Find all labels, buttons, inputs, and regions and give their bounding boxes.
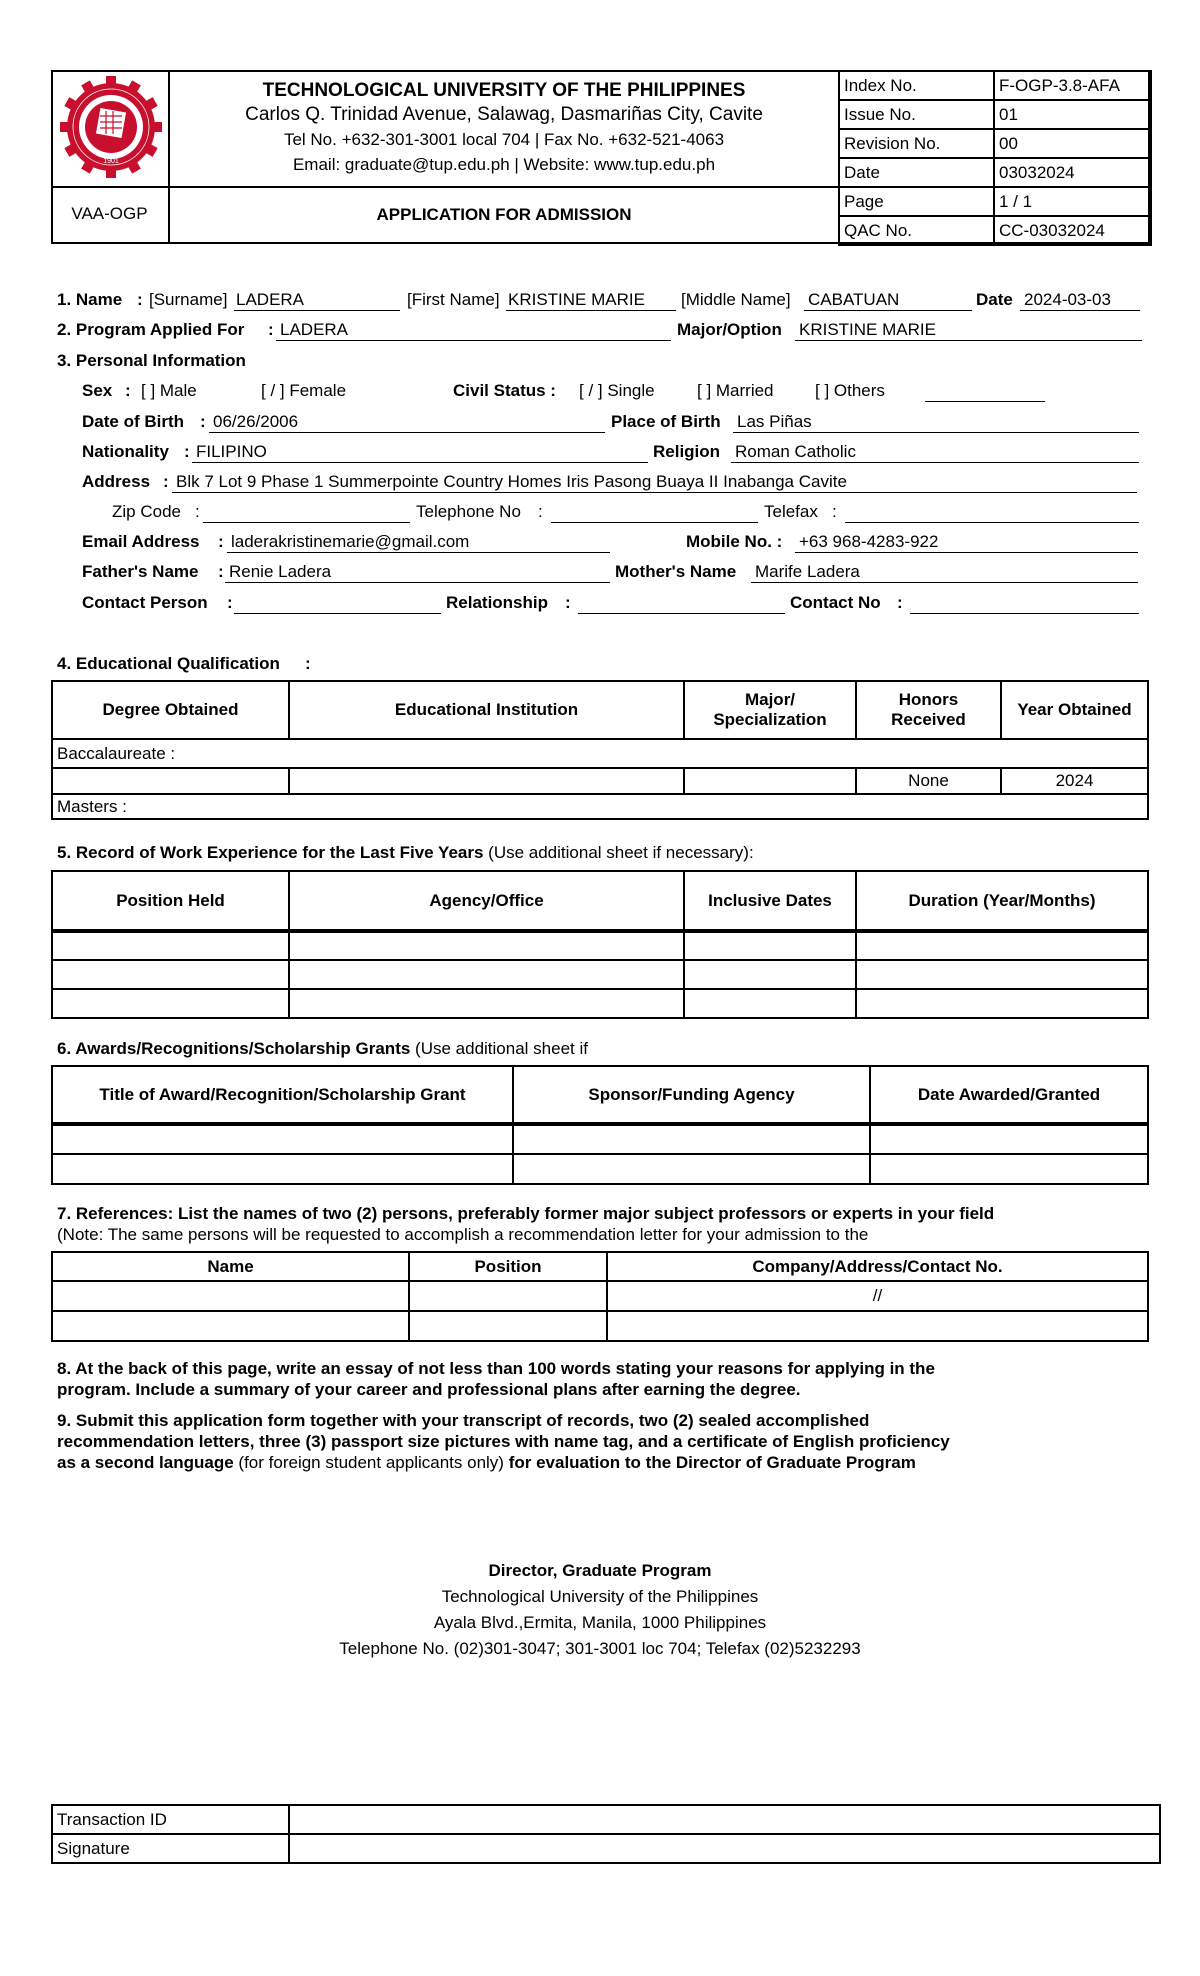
cell[interactable] (289, 989, 684, 1018)
father-label: Father's Name (82, 562, 199, 581)
nationality-field[interactable]: FILIPINO (192, 441, 648, 463)
pob-field[interactable]: Las Piñas (733, 411, 1139, 433)
col-header: Duration (Year/Months) (856, 871, 1148, 931)
email-label: Email Address (82, 532, 200, 551)
cell[interactable] (684, 960, 856, 989)
meta-value: CC-03032024 (994, 216, 1151, 245)
office-code: VAA-OGP (71, 204, 148, 223)
cell[interactable] (52, 1311, 409, 1341)
colon: : (137, 290, 143, 309)
surname-field[interactable]: LADERA (234, 289, 400, 311)
work-experience-heading (57, 842, 754, 864)
awards-heading (57, 1038, 588, 1060)
references-table (51, 1251, 1149, 1342)
mother-label: Mother's Name (615, 562, 737, 581)
major-option-field[interactable]: KRISTINE MARIE (795, 319, 1142, 341)
religion-label: Religion (653, 442, 721, 461)
cell[interactable] (684, 931, 856, 960)
name-label: 1. Name (57, 290, 123, 309)
personal-info-label: 3. Personal Information (57, 351, 246, 370)
colon: : (227, 593, 233, 612)
cell[interactable] (684, 989, 856, 1018)
contact-person-label: Contact Person (82, 593, 208, 612)
meta-label: Index No. (839, 71, 994, 100)
program-label: 2. Program Applied For (57, 320, 245, 339)
cell[interactable] (856, 989, 1148, 1018)
cell-major[interactable] (684, 768, 856, 794)
director-org: Technological University of the Philippines (441, 1587, 759, 1606)
education-label: 4. Educational Qualification (57, 654, 280, 673)
address-field[interactable]: Blk 7 Lot 9 Phase 1 Summerpointe Country Homes Iris Pasong Buaya II Inabanga Cavite (172, 471, 1137, 493)
cell[interactable] (52, 1124, 513, 1154)
telephone-field[interactable] (551, 501, 758, 523)
cell[interactable] (513, 1154, 870, 1184)
colon: : (268, 320, 274, 339)
university-address: Carlos Q. Trinidad Avenue, Salawag, Dasmariñas City, Cavite (245, 104, 763, 125)
pob-label: Place of Birth (611, 412, 721, 431)
email-field[interactable]: laderakristinemarie@gmail.com (227, 531, 610, 553)
references-note: (Note: The same persons will be requested to accomplish a recommendation letter for your admission to the (57, 1225, 869, 1244)
cell-degree[interactable] (52, 768, 289, 794)
awards-table (51, 1065, 1149, 1185)
essay-instruction-2: program. Include a summary of your career and professional plans after earning the degree. (57, 1380, 801, 1399)
col-header: Sponsor/Funding Agency (513, 1066, 870, 1124)
table-row (52, 1154, 1148, 1184)
colon: : (163, 472, 169, 491)
telefax-field[interactable] (845, 501, 1139, 523)
mobile-label: Mobile No. : (686, 532, 783, 551)
director-address: Ayala Blvd.,Ermita, Manila, 1000 Philippines (433, 1613, 767, 1632)
work-experience-table (51, 870, 1149, 1019)
nationality-label: Nationality (82, 442, 169, 461)
civil-married-checkbox[interactable]: [ ] Married (697, 381, 774, 400)
major-option-label: Major/Option (677, 320, 782, 339)
table-row (52, 1281, 1148, 1311)
telefax-label: Telefax (764, 502, 818, 521)
meta-label: Date (839, 158, 994, 187)
telephone-label: Telephone No (416, 502, 521, 521)
dob-label: Date of Birth (82, 412, 184, 431)
relationship-field[interactable] (578, 592, 785, 614)
form-title: APPLICATION FOR ADMISSION (376, 205, 632, 224)
colon: : (565, 593, 571, 612)
cell[interactable] (289, 931, 684, 960)
colon: : (218, 562, 224, 581)
colon: : (305, 654, 311, 673)
director-phone: Telephone No. (02)301-3047; 301-3001 loc 704; Telefax (02)5232293 (339, 1639, 861, 1658)
table-row (52, 1311, 1148, 1341)
col-header: Inclusive Dates (684, 871, 856, 931)
religion-field[interactable]: Roman Catholic (731, 441, 1139, 463)
university-name: TECHNOLOGICAL UNIVERSITY OF THE PHILIPPINES (262, 80, 746, 101)
table-row (52, 989, 1148, 1018)
cell-company[interactable]: // (607, 1281, 1148, 1311)
contact-person-field[interactable] (234, 592, 441, 614)
submit-instruction-3a: as a second language (57, 1453, 234, 1472)
colon: : (184, 442, 190, 461)
colon: : (195, 502, 200, 521)
document-meta-table (838, 70, 1152, 246)
date-field[interactable]: 2024-03-03 (1020, 289, 1140, 311)
surname-label: [Surname] (149, 290, 228, 309)
cell[interactable] (870, 1124, 1148, 1154)
date-label: Date (976, 290, 1013, 309)
col-header: Agency/Office (289, 871, 684, 931)
sex-male-checkbox[interactable]: [ ] Male (141, 381, 197, 400)
zip-label: Zip Code (112, 502, 181, 521)
dob-field[interactable]: 06/26/2006 (209, 411, 605, 433)
mother-field[interactable]: Marife Ladera (751, 561, 1138, 583)
contact-no-field[interactable] (910, 592, 1139, 614)
col-header: Year Obtained (1001, 681, 1148, 739)
father-field[interactable]: Renie Ladera (225, 561, 610, 583)
table-row (52, 931, 1148, 960)
col-header: Educational Institution (289, 681, 684, 739)
logo-year: 1901 (103, 158, 119, 165)
cell[interactable] (856, 960, 1148, 989)
cell[interactable] (52, 1154, 513, 1184)
colon: : (897, 593, 903, 612)
awards-note: (Use additional sheet if (415, 1039, 588, 1058)
logo-text (58, 74, 59, 75)
meta-value: F-OGP-3.8-AFA (994, 71, 1151, 100)
sex-label: Sex (82, 381, 113, 400)
cell-institution[interactable] (289, 768, 684, 794)
first-name-label: [First Name] (407, 290, 500, 309)
cell[interactable] (513, 1124, 870, 1154)
meta-value: 1 / 1 (994, 187, 1151, 216)
submit-instruction-2: recommendation letters, three (3) passport size pictures with name tag, and a certificate of English proficiency (57, 1432, 950, 1451)
middle-name-label: [Middle Name] (681, 290, 791, 309)
university-logo (58, 74, 164, 180)
table-row (52, 1124, 1148, 1154)
relationship-label: Relationship (446, 593, 549, 612)
meta-label: Revision No. (839, 129, 994, 158)
submit-instruction-3c: for evaluation to the Director of Graduate Program (508, 1453, 916, 1472)
civil-single-checkbox[interactable]: [ / ] Single (579, 381, 655, 400)
civil-others-field[interactable] (925, 380, 1045, 402)
mobile-field[interactable]: +63 968-4283-922 (795, 531, 1138, 553)
references-label: 7. References: List the names of two (2) persons, preferably former major subject professors or experts in your field (57, 1204, 995, 1223)
cell[interactable] (52, 960, 289, 989)
colon: : (218, 532, 224, 551)
col-header: Title of Award/Recognition/Scholarship Grant (52, 1066, 513, 1124)
header-divider (51, 186, 840, 188)
cell[interactable] (870, 1154, 1148, 1184)
university-tel: Tel No. +632-301-3001 local 704 | Fax No. +632-521-4063 (283, 130, 725, 149)
civil-status-label: Civil Status : (453, 381, 556, 400)
signature-label: Signature (52, 1834, 289, 1863)
transaction-id-label: Transaction ID (52, 1805, 289, 1834)
cell[interactable] (289, 960, 684, 989)
meta-value: 01 (994, 100, 1151, 129)
col-header: Name (52, 1252, 409, 1281)
col-header: Date Awarded/Granted (870, 1066, 1148, 1124)
table-row (52, 960, 1148, 989)
cell[interactable] (52, 931, 289, 960)
cell-year[interactable]: 2024 (1001, 768, 1148, 794)
colon: : (832, 502, 837, 521)
masters-label: Masters : (52, 794, 1148, 819)
transaction-table (51, 1804, 1161, 1864)
cell-honors[interactable]: None (856, 768, 1001, 794)
cell[interactable] (607, 1311, 1148, 1341)
director-title: Director, Graduate Program (488, 1561, 712, 1580)
program-field[interactable]: LADERA (276, 319, 671, 341)
colon: : (538, 502, 543, 521)
middle-name-field[interactable]: CABATUAN (804, 289, 972, 311)
col-header: Degree Obtained (52, 681, 289, 739)
table-row (52, 768, 1148, 794)
col-header: Position Held (52, 871, 289, 931)
cell[interactable] (409, 1281, 607, 1311)
awards-label: 6. Awards/Recognitions/Scholarship Grants (57, 1039, 411, 1058)
colon: : (200, 412, 206, 431)
meta-label: QAC No. (839, 216, 994, 245)
cell[interactable] (52, 1281, 409, 1311)
meta-label: Page (839, 187, 994, 216)
col-header: Major/ Specialization (684, 681, 856, 739)
meta-label: Issue No. (839, 100, 994, 129)
cell[interactable] (856, 931, 1148, 960)
education-table (51, 680, 1149, 820)
cell[interactable] (409, 1311, 607, 1341)
meta-value: 03032024 (994, 158, 1151, 187)
cell[interactable] (52, 989, 289, 1018)
col-header: Company/Address/Contact No. (607, 1252, 1148, 1281)
baccalaureate-label: Baccalaureate : (52, 739, 1148, 768)
work-experience-note: (Use additional sheet if necessary): (488, 843, 754, 862)
meta-value: 00 (994, 129, 1151, 158)
first-name-field[interactable]: KRISTINE MARIE (506, 289, 676, 311)
signature-field[interactable] (289, 1834, 1160, 1863)
col-header: Position (409, 1252, 607, 1281)
submit-instruction-3 (57, 1452, 916, 1474)
contact-no-label: Contact No (790, 593, 881, 612)
colon: : (125, 381, 131, 400)
civil-others-checkbox[interactable]: [ ] Others (815, 381, 885, 400)
sex-female-checkbox[interactable]: [ / ] Female (261, 381, 347, 400)
submit-instruction-3b: (for foreign student applicants only) (238, 1453, 504, 1472)
essay-instruction-1: 8. At the back of this page, write an essay of not less than 100 words stating your reasons for applying in the (57, 1359, 935, 1378)
submit-instruction-1: 9. Submit this application form together with your transcript of records, two (2) sealed accomplished (57, 1411, 870, 1430)
transaction-id-field[interactable] (289, 1805, 1160, 1834)
zip-field[interactable] (203, 501, 410, 523)
work-experience-label: 5. Record of Work Experience for the Last Five Years (57, 843, 484, 862)
address-label: Address (82, 472, 151, 491)
university-email: Email: graduate@tup.edu.ph | Website: www.tup.edu.ph (292, 155, 716, 174)
col-header: Honors Received (856, 681, 1001, 739)
